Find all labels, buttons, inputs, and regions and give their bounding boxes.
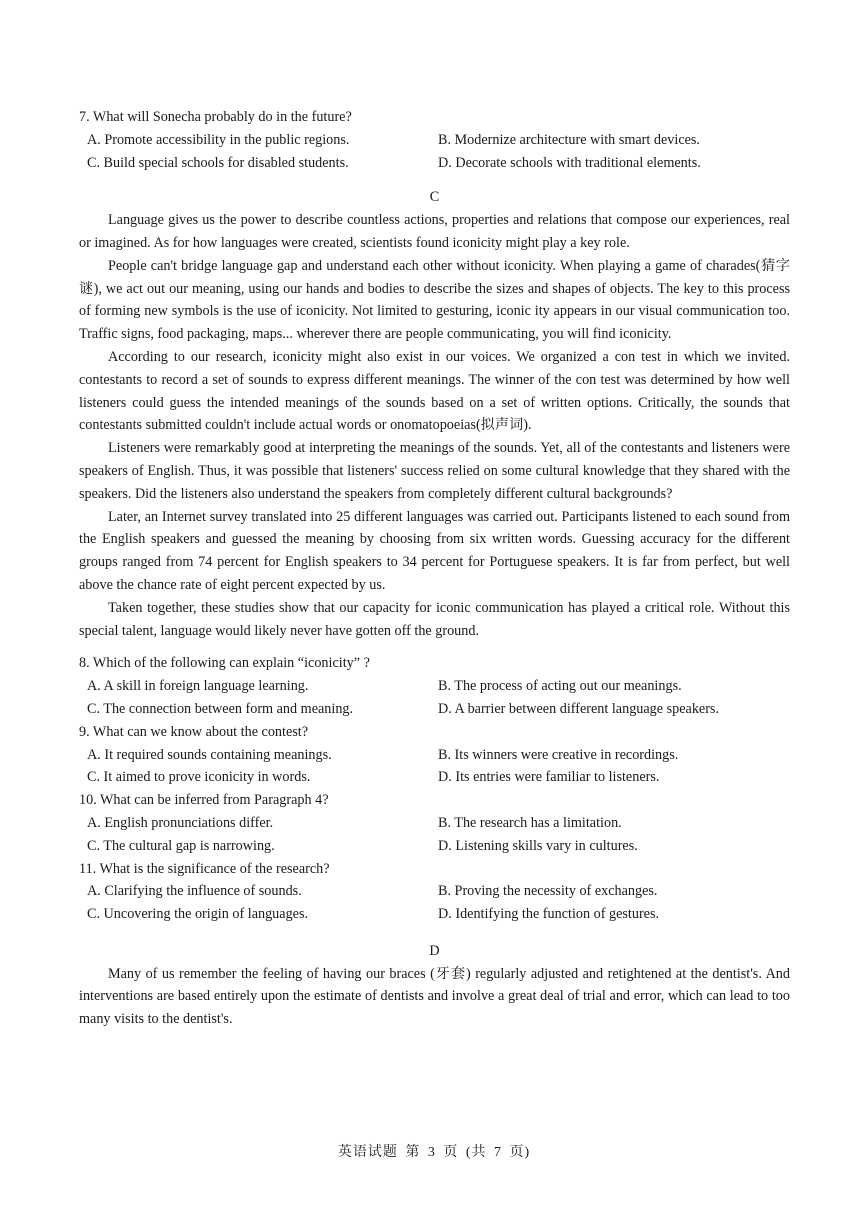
option-11d: D. Identifying the function of gestures. — [438, 906, 660, 923]
option-11a: A. Clarifying the influence of sounds. — [87, 883, 302, 900]
option-8c: C. The connection between form and meaning. — [87, 700, 354, 717]
option-7c: C. Build special schools for disabled students. — [87, 154, 349, 171]
passage-d-paragraph-1: Many of us remember the feeling of having our braces (牙套) regularly adjusted and retightened at the dentist's. And interventions are based entirely upon the estimate of dentists and involve a great deal of trial and error, which can lead to too many visits to the dentist's. — [79, 965, 790, 1028]
passage-c-paragraph-5: Later, an Internet survey translated into 25 different languages was carried out. Participants listened to each sound from the English speakers and guessed the meaning by choosing from six written words. Guessing accuracy for the different groups ranged from 74 percent for English speakers to 34 percent for Portuguese speakers. It is far from perfect, but well above the chance rate of eight percent expected by us. — [79, 508, 790, 593]
option-8d: D. A barrier between different language speakers. — [438, 700, 720, 717]
question-9-stem: 9. What can we know about the contest? — [79, 723, 309, 740]
question-10-options-row-1 — [79, 812, 790, 835]
question-7 — [79, 106, 790, 174]
passage-c — [79, 186, 790, 642]
option-9b: B. Its winners were creative in recordings. — [438, 746, 679, 763]
option-9c: C. It aimed to prove iconicity in words. — [87, 769, 311, 786]
option-7b: B. Modernize architecture with smart devices. — [438, 131, 700, 148]
question-7-options-row-2 — [79, 152, 790, 175]
question-10-options-row-2 — [79, 835, 790, 858]
passage-c-paragraph-4: Listeners were remarkably good at interpreting the meanings of the sounds. Yet, all of the contestants and listeners were speakers of English. Thus, it was possible that listeners' success relied on some cultural knowledge that they shared with the speakers. Did the listeners also understand the speakers from completely different cultural backgrounds? — [79, 440, 790, 502]
question-8-stem: 8. Which of the following can explain “iconicity” ? — [79, 655, 370, 672]
option-8a: A. A skill in foreign language learning. — [87, 678, 309, 695]
page-footer: 英语试题 第 3 页 (共 7 页) — [337, 1145, 531, 1160]
question-7-stem: 7. What will Sonecha probably do in the future? — [79, 109, 352, 125]
option-8b: B. The process of acting out our meanings. — [438, 678, 682, 695]
passage-c-letter: C — [429, 189, 440, 206]
option-9d: D. Its entries were familiar to listeners. — [438, 769, 660, 786]
option-10d: D. Listening skills vary in cultures. — [438, 837, 638, 854]
option-7a: A. Promote accessibility in the public regions. — [87, 131, 350, 148]
option-10b: B. The research has a limitation. — [438, 814, 622, 831]
option-9a: A. It required sounds containing meanings. — [87, 746, 332, 763]
exam-page — [79, 106, 790, 1031]
option-11c: C. Uncovering the origin of languages. — [87, 906, 309, 923]
passage-c-paragraph-6: Taken together, these studies show that our capacity for iconic communication has played a critical role. Without this special talent, language would likely never have gotten off the ground. — [79, 599, 790, 639]
option-10a: A. English pronunciations differ. — [87, 814, 274, 831]
question-11 — [79, 858, 790, 926]
question-9-options-row-1 — [79, 744, 790, 767]
question-11-options-row-1 — [79, 880, 790, 903]
question-9 — [79, 721, 790, 789]
passage-d-letter: D — [429, 942, 440, 959]
question-9-options-row-2 — [79, 766, 790, 789]
question-11-options-row-2 — [79, 903, 790, 926]
option-10c: C. The cultural gap is narrowing. — [87, 837, 275, 854]
passage-d — [79, 940, 790, 1031]
question-10-stem: 10. What can be inferred from Paragraph 4? — [79, 792, 329, 809]
option-11b: B. Proving the necessity of exchanges. — [438, 883, 658, 900]
option-7d: D. Decorate schools with traditional elements. — [438, 154, 701, 171]
passage-c-paragraph-3: According to our research, iconicity might also exist in our voices. We organized a con test in which we invited. contestants to record a set of sounds to express different meanings. The winner of the con test was determined by how well listeners could guess the intended meanings of the sounds based on a set of written options. Critically, the sounds that contestants submitted couldn't include actual words or onomatopoeias(拟声词). — [79, 348, 790, 434]
question-8 — [79, 652, 790, 720]
passage-c-paragraph-2: People can't bridge language gap and understand each other without iconicity. When playing a game of charades(猜字谜), we act out our meaning, using our hands and bodies to describe the sizes and shapes of objects. The key to this process of forming new symbols is the use of iconicity. Not limited to gesturing, iconic ity appears in our visual communication too. Traffic signs, food packaging, maps... wherever there are people communicating, you will find iconicity. — [79, 257, 790, 343]
question-8-options-row-2 — [79, 698, 790, 721]
passage-c-paragraph-1: Language gives us the power to describe countless actions, properties and relations that compose our experiences, real or imagined. As for how languages were created, scientists found iconicity might play a key role. — [79, 212, 790, 251]
question-7-options-row-1 — [79, 129, 790, 152]
question-10 — [79, 789, 790, 857]
question-8-options-row-1 — [79, 675, 790, 698]
question-11-stem: 11. What is the significance of the research? — [79, 860, 330, 877]
